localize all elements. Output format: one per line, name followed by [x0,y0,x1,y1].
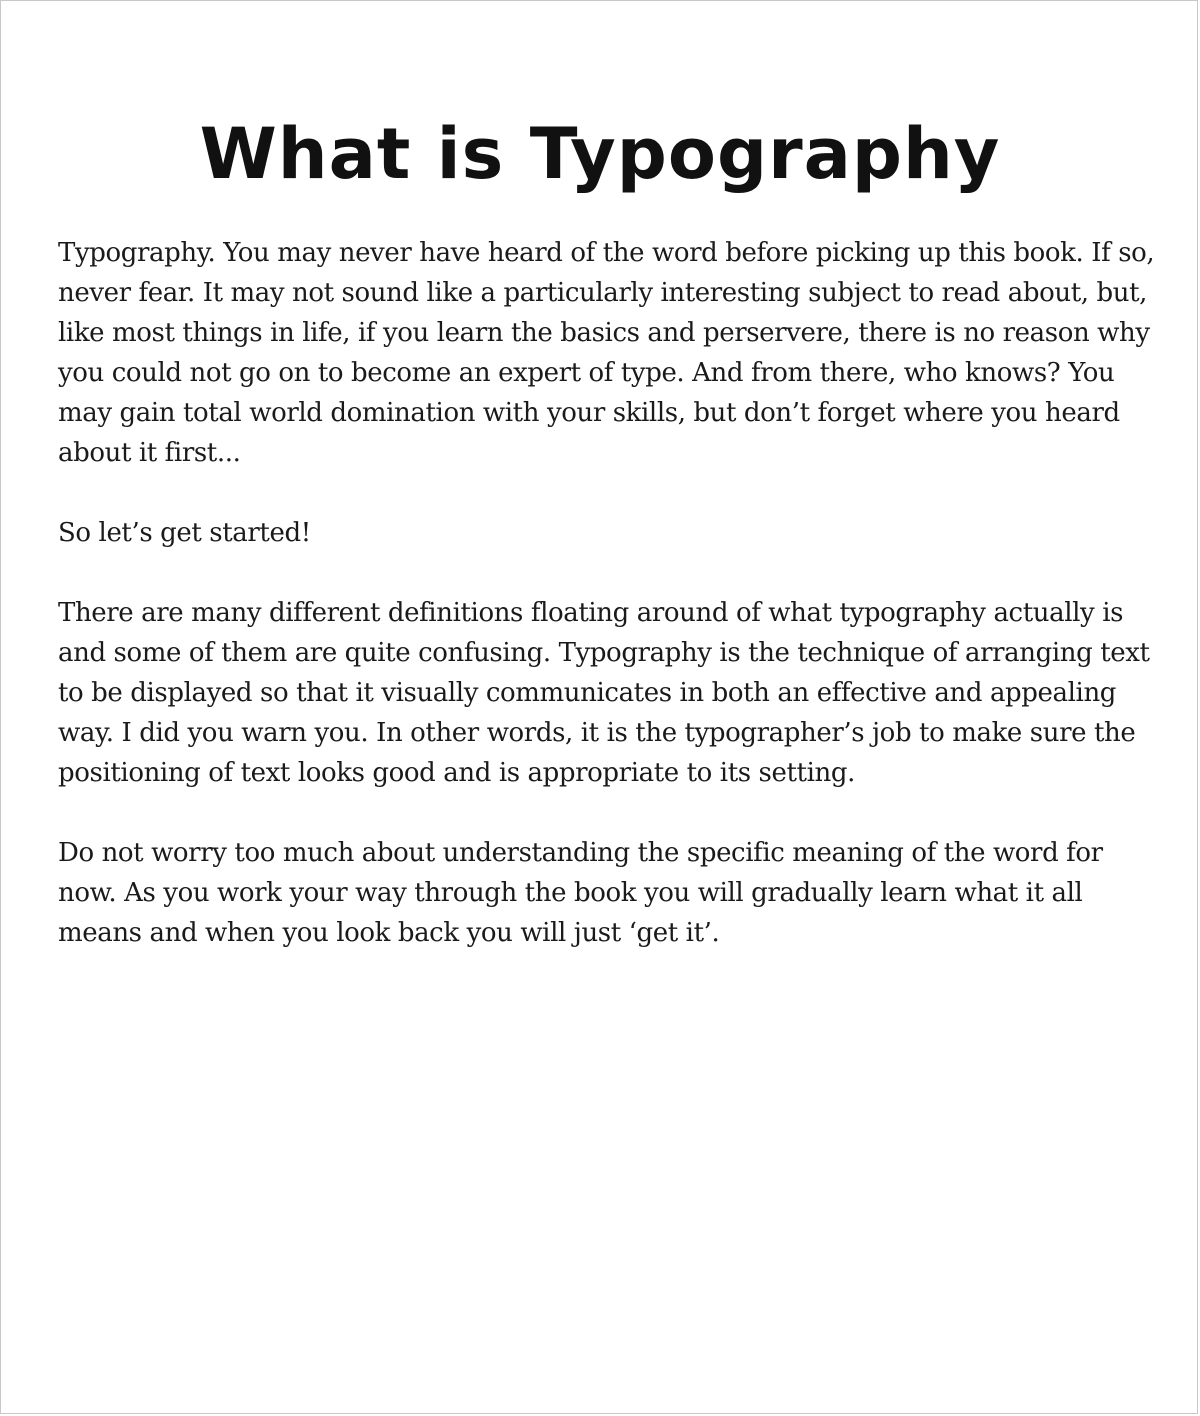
paragraph-get-started: So let’s get started! [58,518,311,548]
paragraph-reassurance: Do not worry too much about understanding the specific meaning of the word for now. As you work your way through the book you will gradually learn what it all means and when you look back you will just ‘get it’. [58,838,1103,948]
page-title: What is Typography [199,113,1001,195]
paragraph-definition: There are many different definitions floating around of what typography actually is and some of them are quite confusing. Typography is the technique of arranging text to be displayed so that it visually communicates in both an effective and appealing way. I did you warn you. In other words, it is the typographer’s job to make sure the positioning of text looks good and is appropriate to its setting. [58,598,1150,788]
body-text [58,233,1158,993]
paragraph-intro: Typography. You may never have heard of the word before picking up this book. If so, never fear. It may not sound like a particularly interesting subject to read about, but, like most things in life, if you learn the basics and perservere, there is no reason why you could not go on to become an expert of type. And from there, who knows? You may gain total world domination with your skills, but don’t forget where you heard about it first... [58,238,1155,468]
